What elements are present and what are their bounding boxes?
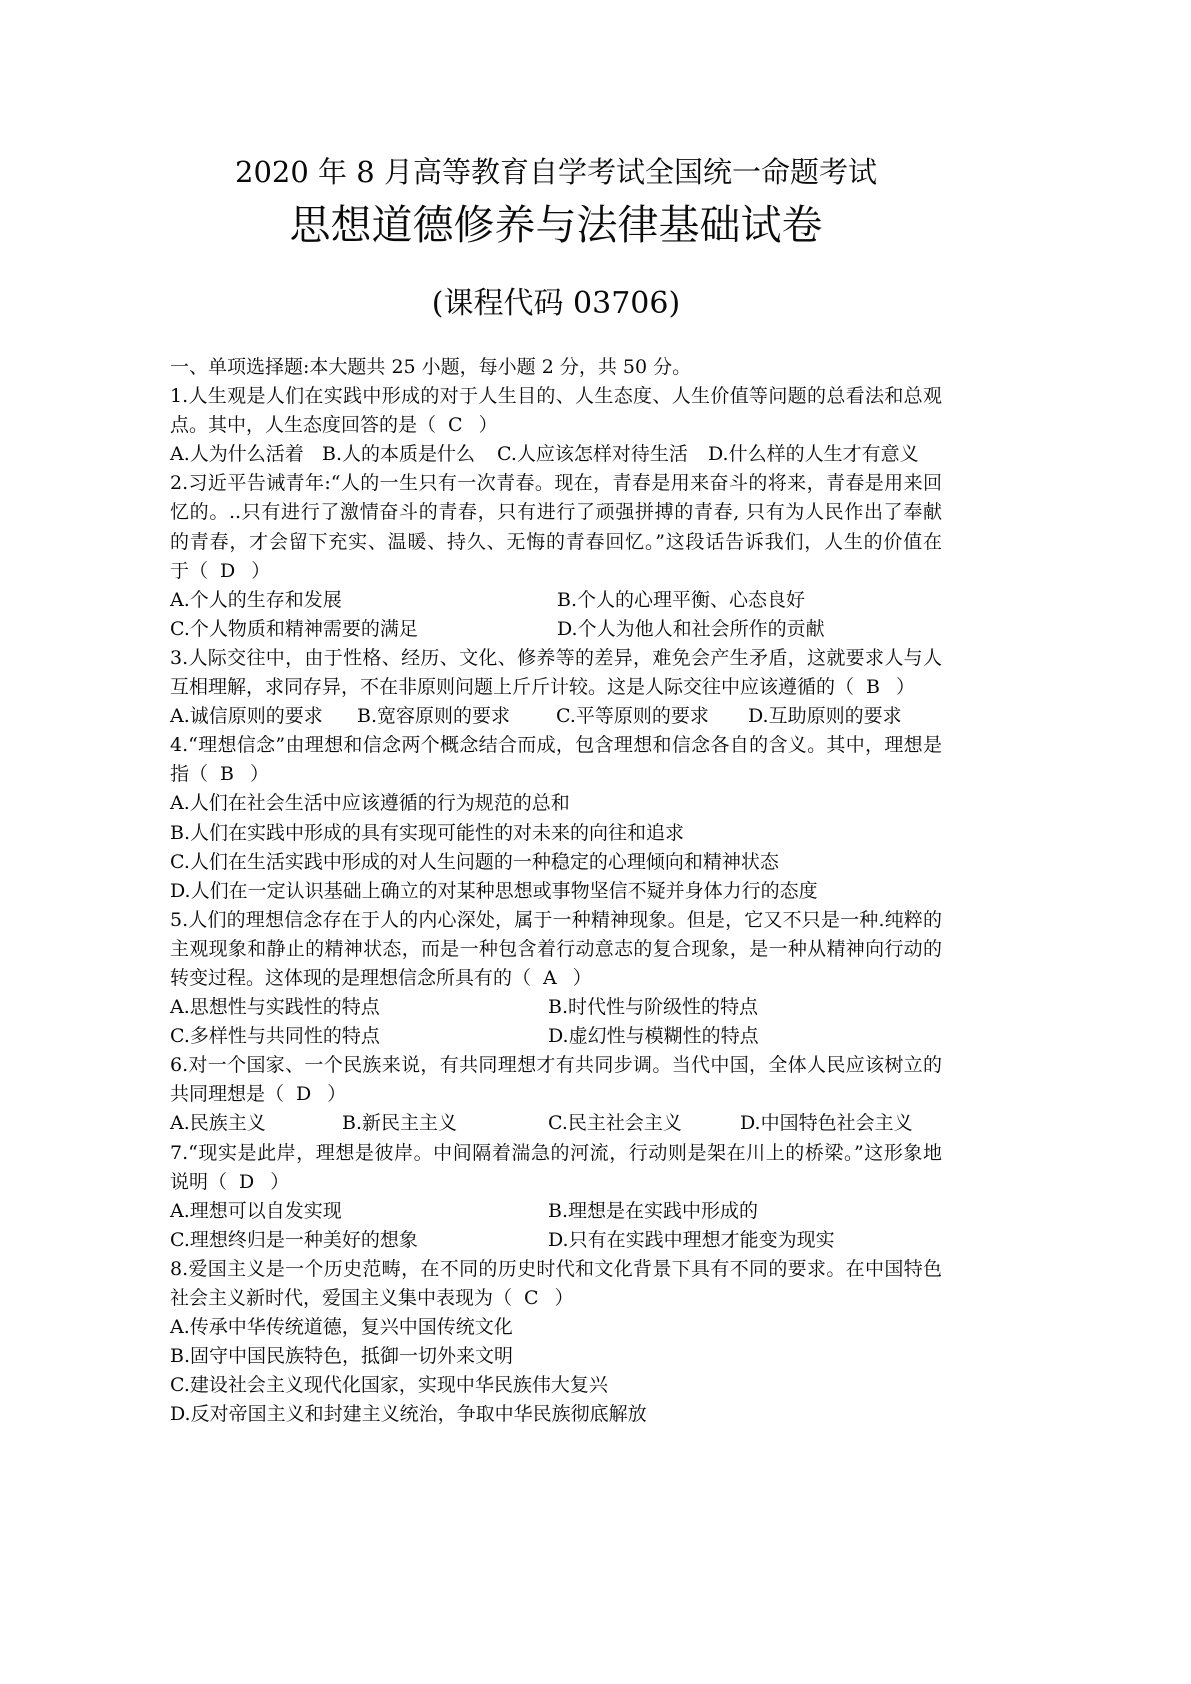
question-stem-end [170,1168,942,1197]
stem-text: 指 [170,763,190,786]
question-stem-end [170,411,942,440]
question-stem-line: 6.对一个国家、一个民族来说，有共同理想才有共同步调。当代中国，全体人民应该树立的 [170,1054,942,1077]
option-b: B.个人的心理平衡、心态良好 [557,588,806,611]
answer-letter: D [239,1170,255,1193]
question-3 [170,644,942,731]
answer-bracket-close: ） [478,414,498,437]
option-a: A.传承中华传统道德，复兴中国传统文化 [170,1316,513,1339]
options-row [170,1197,942,1226]
answer-bracket-open: （ [208,1170,228,1193]
question-8 [170,1255,942,1430]
option-a: A.人为什么活着 [170,443,304,466]
answer-bracket-open: （ [493,1287,513,1309]
question-stem-end [170,1080,942,1109]
question-4 [170,731,942,906]
question-stem-line: 主观现象和静止的精神状态，而是一种包含着行动意志的复合现象，是一种从精神向行动的 [170,937,942,960]
question-section [170,353,942,1429]
option-b: B.人们在实践中形成的具有实现可能性的对未来的向往和追求 [170,821,685,844]
question-stem-line: 8.爱国主义是一个历史范畴，在不同的历史时代和文化背景下具有不同的要求。在中国特色 [170,1257,942,1280]
option-d: D.中国特色社会主义 [740,1112,913,1135]
option-c: C.多样性与共同性的特点 [170,1025,380,1048]
option-c: C.平等原则的要求 [556,705,709,728]
option-c: C.人应该怎样对待生活 [497,443,688,466]
options-row [170,702,942,731]
option-b: B.人的本质是什么 [322,443,476,466]
answer-bracket-close: ） [270,1170,290,1193]
answer-letter: D [220,559,236,582]
question-2 [170,469,942,644]
stem-text: 共同理想是 [170,1083,266,1106]
answer-letter: D [296,1083,312,1106]
question-stem-end [170,557,942,586]
question-stem-line: 5.人们的理想信念存在于人的内心深处，属于一种精神现象。但是，它又不只是一种.纯粹的 [170,908,942,931]
answer-bracket-open: （ [835,676,855,699]
question-stem-end [170,964,942,993]
options-row [170,1022,942,1051]
stem-text: 于 [170,559,190,582]
question-stem-line: 忆的。..只有进行了激情奋斗的青春，只有进行了顽强拼搏的青春, 只有为人民作出了奉献 [170,501,942,524]
options-row [170,1226,942,1255]
answer-bracket-open: （ [189,559,209,582]
option-b: B.理想是在实践中形成的 [548,1199,759,1222]
option-c: C.理想终归是一种美好的想象 [170,1228,418,1251]
option-d: D.只有在实践中理想才能变为现实 [548,1228,835,1251]
section-heading: 一、单项选择题:本大题共 25 小题，每小题 2 分，共 50 分。 [170,356,692,378]
option-a: A.思想性与实践性的特点 [170,996,380,1019]
answer-bracket-open: （ [189,763,209,786]
question-stem-end [170,1284,942,1313]
question-7 [170,1139,942,1255]
option-a: A.诚信原则的要求 [170,705,323,728]
answer-letter: C [448,414,463,437]
question-stem-line: 7.“现实是此岸，理想是彼岸。中间隔着湍急的河流，行动则是架在川上的桥梁。”这形象地 [170,1141,942,1164]
option-b: B.时代性与阶级性的特点 [548,996,759,1019]
stem-text: 社会主义新时代，爱国主义集中表现为 [170,1287,494,1309]
option-b: B.固守中国民族特色，抵御一切外来文明 [170,1345,514,1368]
answer-letter: C [524,1287,539,1309]
paper-title: 思想道德修养与法律基础试卷 [289,201,823,249]
answer-letter: B [220,763,234,786]
answer-letter: B [866,676,880,699]
option-d: D.反对帝国主义和封建主义统治，争取中华民族彻底解放 [170,1403,647,1426]
option-c: C.个人物质和精神需要的满足 [170,617,418,640]
question-stem-line: 1.人生观是人们在实践中形成的对于人生目的、人生态度、人生价值等问题的总看法和总观 [170,385,942,408]
question-stem-end [170,760,942,789]
question-stem-line: 4.“理想信念”由理想和信念两个概念结合而成，包含理想和信念各自的含义。其中，理想是 [170,734,942,757]
option-d: D.个人为他人和社会所作的贡献 [557,617,825,640]
answer-letter: A [543,966,557,989]
question-stem-line: 3.人际交往中，由于性格、经历、文化、修养等的差异，难免会产生矛盾，这就要求人与人 [170,646,942,669]
option-d: D.人们在一定认识基础上确立的对某种思想或事物坚信不疑并身体力行的态度 [170,879,818,902]
question-1 [170,382,942,469]
option-d: D.虚幻性与模糊性的特点 [548,1025,759,1048]
option-c: C.人们在生活实践中形成的对人生问题的一种稳定的心理倾向和精神状态 [170,850,779,873]
option-a: A.理想可以自发实现 [170,1199,342,1222]
option-c: C.民主社会主义 [548,1112,682,1135]
course-code: (课程代码 03706) [431,286,681,321]
answer-bracket-close: ） [327,1083,347,1106]
answer-bracket-open: （ [417,414,437,437]
options-row [170,993,942,1022]
stem-text: 转变过程。这体现的是理想信念所具有的 [170,966,513,989]
question-stem-end [170,673,942,702]
option-d: D.什么样的人生才有意义 [708,443,919,466]
option-c: C.建设社会主义现代化国家，实现中华民族伟大复兴 [170,1374,608,1397]
stem-text: 互相理解，求同存异，不在非原则问题上斤斤计较。这是人际交往中应该遵循的 [170,676,836,699]
answer-bracket-close: ） [251,559,271,582]
options-row [170,586,942,615]
question-5 [170,906,942,1051]
stem-text: 说明 [170,1170,209,1193]
option-b: B.新民主主义 [342,1112,458,1135]
answer-bracket-close: ） [572,966,592,989]
option-a: A.个人的生存和发展 [170,588,342,611]
answer-bracket-open: （ [512,966,532,989]
option-a: A.人们在社会生活中应该遵循的行为规范的总和 [170,792,570,815]
answer-bracket-close: ） [554,1287,574,1309]
options-row [170,1109,942,1138]
option-d: D.互助原则的要求 [748,705,902,728]
options-row [170,440,942,469]
stem-text: 点。其中，人生态度回答的是 [170,414,418,437]
options-row [170,615,942,644]
option-a: A.民族主义 [170,1112,266,1135]
question-stem-line: 的青春，才会留下充实、温暖、持久、无悔的青春回忆。”这段话告诉我们，人生的价值在 [170,530,942,553]
answer-bracket-close: ） [250,763,270,786]
answer-bracket-close: ） [896,676,916,699]
option-b: B.宽容原则的要求 [357,705,511,728]
question-6 [170,1051,942,1138]
exam-title: 2020 年 8 月高等教育自学考试全国统一命题考试 [235,155,877,189]
answer-bracket-open: （ [265,1083,285,1106]
question-stem-line: 2.习近平告诫青年:“人的一生只有一次青春。现在，青春是用来奋斗的将来，青春是用来回 [170,472,942,495]
